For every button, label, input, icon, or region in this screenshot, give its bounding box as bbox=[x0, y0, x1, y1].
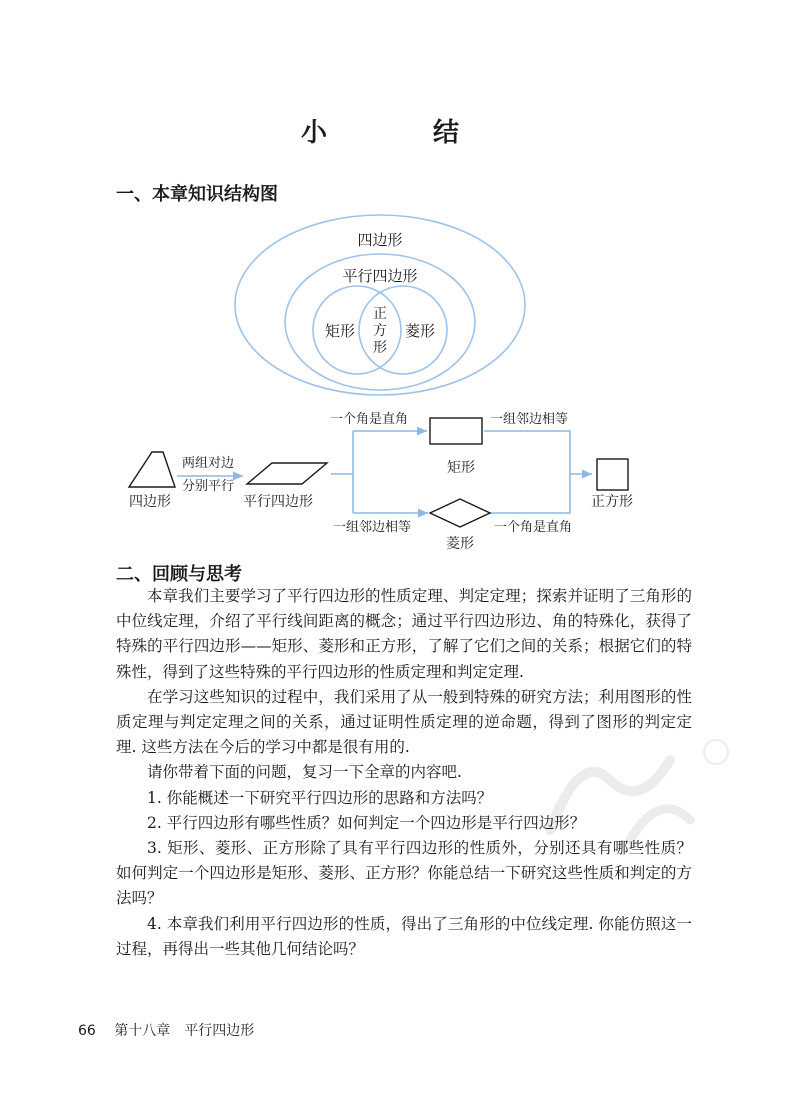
venn-label-square-2: 方 bbox=[373, 323, 387, 339]
page-title: 小 结 bbox=[300, 118, 499, 148]
quadrilateral-shape bbox=[129, 452, 175, 487]
line-rectangle-to-square bbox=[484, 431, 570, 474]
paragraph-3: 请你带着下面的问题，复习一下全章的内容吧. bbox=[147, 763, 462, 782]
parallelogram-shape bbox=[247, 463, 327, 484]
page-footer bbox=[78, 1020, 254, 1040]
flow-label-rhombus: 菱形 bbox=[446, 536, 474, 552]
line-rhombus-to-square bbox=[490, 474, 570, 513]
flow-cond-right-angle-bottom: 一个角是直角 bbox=[494, 520, 573, 535]
venn-label-square-3: 形 bbox=[373, 340, 387, 356]
venn-label-parallelogram: 平行四边形 bbox=[342, 267, 418, 285]
question-4: 4. 本章我们利用平行四边形的性质，得出了三角形的中位线定理. 你能仿照这一过程，再得出一些其他几何结论吗？ bbox=[116, 914, 692, 958]
flow-label-square: 正方形 bbox=[591, 494, 633, 510]
flow-label-parallelogram: 平行四边形 bbox=[243, 494, 313, 510]
flow-cond-adjacent-sides-top: 一组邻边相等 bbox=[490, 412, 569, 427]
flow-cond-adjacent-sides-bottom: 一组邻边相等 bbox=[333, 520, 412, 535]
paragraph-1: 本章我们主要学习了平行四边形的性质定理、判定定理；探索并证明了三角形的中位线定理，介绍了平行线间距离的概念；通过平行四边形边、角的特殊化，获得了特殊的平行四边形——矩形、菱形和正方形，了解了它们之间的关系；根据它们的特殊性，得到了这些特殊的平行四边形的性质定理和判定定理. bbox=[116, 587, 692, 681]
section-heading-structure: 一、本章知识结构图 bbox=[116, 184, 278, 205]
flow-label-quadrilateral: 四边形 bbox=[129, 494, 171, 510]
flow-cond-parallel-line1: 两组对边 bbox=[182, 456, 235, 471]
venn-label-rhombus: 菱形 bbox=[404, 322, 436, 340]
flow-cond-parallel-line2: 分别平行 bbox=[182, 479, 235, 494]
square-shape bbox=[597, 459, 628, 490]
chapter-title: 第十八章 平行四边形 bbox=[114, 1023, 255, 1039]
venn-label-quadrilateral: 四边形 bbox=[357, 231, 403, 249]
venn-label-square-1: 正 bbox=[373, 306, 387, 322]
question-1: 1. 你能概述一下研究平行四边形的思路和方法吗？ bbox=[147, 788, 493, 807]
rhombus-shape bbox=[430, 499, 490, 527]
review-text bbox=[116, 584, 692, 962]
rectangle-shape bbox=[430, 418, 482, 444]
question-3: 3. 矩形、菱形、正方形除了具有平行四边形的性质外，分别还具有哪些性质？如何判定一个四边形是矩形、菱形、正方形？你能总结一下研究这些性质和判定的方法吗？ bbox=[116, 839, 692, 908]
page-number: 66 bbox=[78, 1023, 96, 1039]
section-heading-review: 二、回顾与思考 bbox=[116, 564, 242, 585]
flow-cond-right-angle-top: 一个角是直角 bbox=[330, 412, 409, 427]
flow-label-rectangle: 矩形 bbox=[447, 460, 475, 476]
paragraph-2: 在学习这些知识的过程中，我们采用了从一般到特殊的研究方法；利用图形的性质定理与判定定理之间的关系，通过证明性质定理的逆命题，得到了图形的判定定理. 这些方法在今后的学习中都是很有用的. bbox=[116, 687, 692, 757]
venn-label-rectangle: 矩形 bbox=[324, 322, 356, 340]
question-2: 2. 平行四边形有哪些性质？如何判定一个四边形是平行四边形？ bbox=[147, 813, 586, 832]
